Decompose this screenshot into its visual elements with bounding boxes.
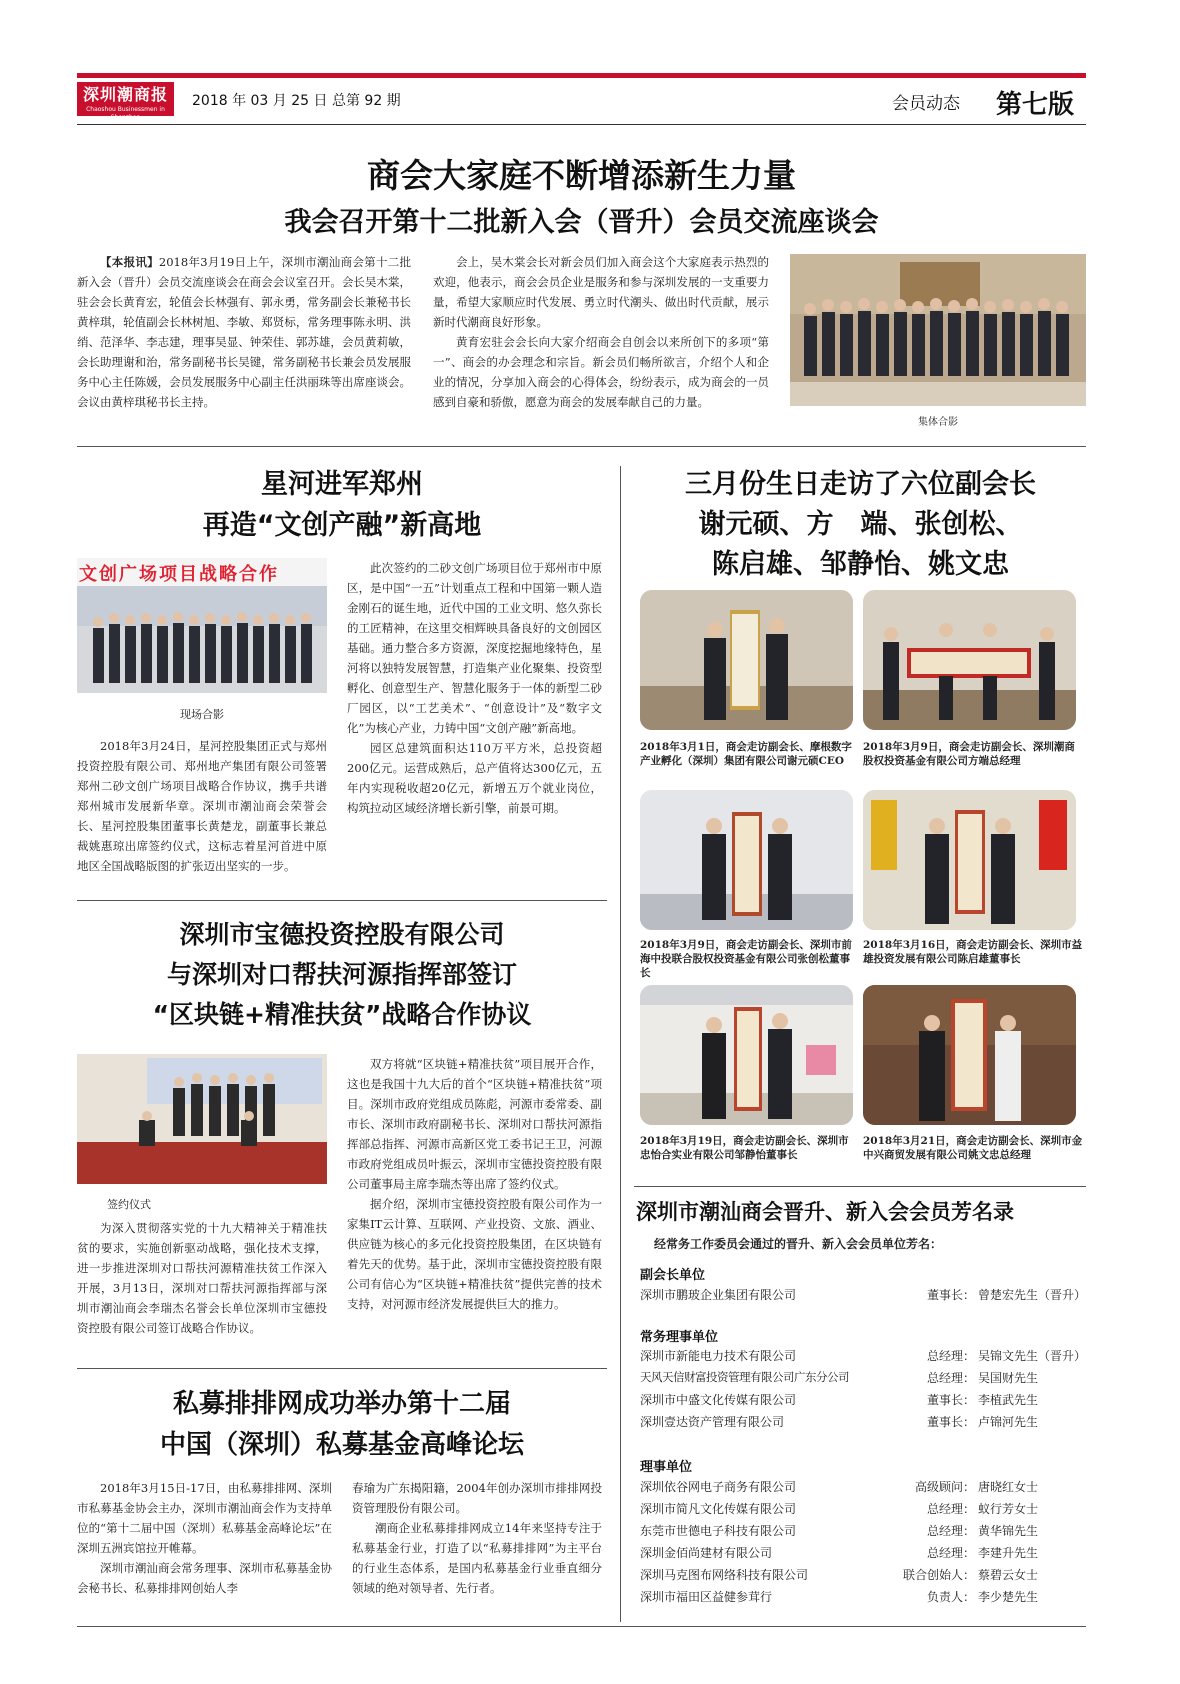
article2-title-line1: 星河进军郑州 [261, 469, 423, 500]
baode-signing-photo [77, 1054, 327, 1184]
visit-photo-4 [863, 790, 1076, 930]
roster-row: 深圳市中盛文化传媒有限公司 董事长： 李植武先生 [640, 1393, 1039, 1407]
xinghe-photo-caption: 现场合影 [180, 708, 224, 721]
roster-row: 深圳金佰尚建材有限公司 总经理： 李建升先生 [640, 1546, 1039, 1560]
baode-photo-caption: 签约仪式 [107, 1198, 151, 1211]
roster-heading-standing-director: 常务理事单位 [640, 1330, 719, 1345]
roster-row: 深圳市福田区益健参茸行 负责人： 李少楚先生 [640, 1590, 1039, 1604]
article1-col1-text: 2018年3月19日上午，深圳市潮汕商会第十二批新入会（晋升）会员交流座谈会在商会会议室召开。会长吴木棠，驻会会长黄育宏，轮值会长林强有、郭永勇，常务副会长兼秘书长黄梓琪，轮值副会长林树旭、李敏、郑贤标，常务理事陈永明、洪绡、范泽华、李志建，理事吴显、钟荣佳、郭苏雄，会员黄莉敏，会长助理谢和治，常务副秘书长吴键，常务副秘书长兼会员发展服务中心主任陈媛，会员发展服务中心副主任洪丽珠等出席座谈会。会议由黄梓琪秘书长主持。 [77, 255, 412, 409]
roster-row: 深圳马克图布网络科技有限公司 联合创始人： 蔡碧云女士 [640, 1568, 1039, 1582]
article3-col2-p2: 据介绍，深圳市宝德投资控股有限公司作为一家集IT云计算、互联网、产业投资、文旅、酒业、供应链为核心的多元化投资控股集团，在区块链有着先天的优势。基于此，深圳市宝德投资控股有限公司有信心为“区块链+精准扶贫”提供完善的技术支持，对河源市经济发展提供巨大的推力。 [347, 1197, 602, 1311]
visit-photo-5 [640, 985, 853, 1125]
article5-title-line2: 谢元硕、方 端、张创松、 [698, 509, 1023, 540]
roster-heading-vice-president: 副会长单位 [640, 1268, 706, 1283]
masthead-subtitle: Chaoshou Businessmen in Shenzhen [86, 106, 165, 121]
roster-intro: 经常务工作委员会通过的晋升、新入会会员单位芳名： [654, 1237, 943, 1251]
article4-col2-p2: 潮商企业私募排排网成立14年来坚持专注于私募基金行业，打造了以“私募排排网”为主平台的行业生态体系，是国内私募基金行业垂直细分领域的绝对领导者、先行者。 [352, 1521, 602, 1595]
article1-col2-p2: 黄育宏驻会会长向大家介绍商会自创会以来所创下的多项“第一”、商会的办会理念和宗旨。新会员们畅所欲言，介绍个人和企业的情况，分享加入商会的心得体会，纷纷表示，成为商会的一员感到自豪和骄傲，愿意为商会的发展奉献自己的力量。 [433, 335, 769, 409]
visit-photo-1 [640, 590, 853, 730]
visit-caption-3: 2018年3月9日，商会走访副会长、深圳市前海中投联合股权投资基金有限公司张创松董事长 [640, 939, 852, 979]
article4-col1-p2: 深圳市潮汕商会常务理事、深圳市私募基金协会秘书长、私募排排网创始人李 [77, 1561, 332, 1595]
article3-col1 [77, 1218, 327, 1338]
article4-col1-p1: 2018年3月15日-17日，由私募排排网、深圳市私募基金协会主办，深圳市潮汕商会作为支持单位的“第十二届中国（深圳）私募基金高峰论坛”在深圳五洲宾馆拉开帷幕。 [77, 1481, 332, 1555]
article3-title-line3: “区块链+精准扶贫”战略合作协议 [152, 1000, 532, 1029]
article4-col2 [352, 1478, 602, 1598]
article4-col2-p1: 春瑜为广东揭阳籍，2004年创办深圳市排排网投资管理股份有限公司。 [352, 1481, 602, 1515]
header-top-rule [77, 73, 1086, 78]
roster-row: 深圳依谷网电子商务有限公司 高级顾问： 唐晓红女士 [640, 1480, 1039, 1494]
roster-row: 天风天信财富投资管理有限公司广东分公司 总经理： 吴国财先生 [640, 1370, 1039, 1385]
article4-title-line1: 私募排排网成功举办第十二届 [172, 1389, 511, 1419]
roster-row: 深圳市新能电力技术有限公司 总经理： 吴锦文先生（晋升） [640, 1349, 1087, 1363]
section-divider-4 [634, 1186, 1086, 1187]
visit-photo-3 [640, 790, 853, 930]
section-name: 会员动态 [892, 94, 960, 114]
article1-col2 [433, 252, 769, 412]
edition-number: 第七版 [996, 90, 1075, 120]
roster-row: 深圳壹达资产管理有限公司 董事长： 卢锦河先生 [640, 1415, 1039, 1429]
article3-col2-p1: 双方将就“区块链+精准扶贫”项目展开合作，这也是我国十九大后的首个“区块链+精准扶贫”项目。深圳市政府党组成员陈彪，河源市委常委、副市长、深圳市政府副秘书长、深圳对口帮扶河源指挥部总指挥、河源市高新区党工委书记王卫，河源市政府党组成员叶振云，深圳市宝德投资控股有限公司董事局主席李瑞杰等出席了签约仪式。 [347, 1057, 602, 1191]
column-divider [620, 466, 621, 1622]
masthead-title: 深圳潮商报 [82, 85, 168, 104]
visit-caption-2: 2018年3月9日，商会走访副会长、深圳潮商股权投资基金有限公司方端总经理 [863, 741, 1075, 767]
article2-col2 [347, 558, 602, 818]
article3-col1-p1: 为深入贯彻落实党的十九大精神关于精准扶贫的要求，实施创新驱动战略，强化技术支撑，进一步推进深圳对口帮扶河源精准扶贫工作深入开展，3月13日，深圳对口帮扶河源指挥部与深圳市潮汕商会李瑞杰名誉会长单位深圳市宝德投资控股有限公司签订战略合作协议。 [77, 1221, 327, 1335]
visit-caption-6: 2018年3月21日，商会走访副会长、深圳市金中兴商贸发展有限公司姚文忠总经理 [863, 1135, 1083, 1161]
article4-title-line2: 中国（深圳）私募基金高峰论坛 [159, 1430, 524, 1460]
issue-date: 2018 年 03 月 25 日 总第 92 期 [192, 93, 401, 109]
section-divider-2 [77, 900, 607, 901]
xinghe-banner-text: 文创广场项目战略合作 [79, 564, 279, 585]
article3-title-line2: 与深圳对口帮扶河源指挥部签订 [166, 960, 517, 989]
roster-heading-director: 理事单位 [640, 1460, 693, 1475]
article2-col2-p2: 园区总建筑面积达110万平方米，总投资超200亿元。运营成熟后，总产值将达300亿元，五年内实现税收超20亿元，新增五万个就业岗位，构筑拉动区域经济增长新引擎，前景可期。 [347, 741, 602, 815]
visit-photo-6 [863, 985, 1076, 1125]
visit-caption-4: 2018年3月16日，商会走访副会长、深圳市益雄投资发展有限公司陈启雄董事长 [863, 939, 1083, 965]
visit-photo-2 [863, 590, 1076, 730]
article3-title-line1: 深圳市宝德投资控股有限公司 [179, 920, 505, 949]
article1-col2-p1: 会上，吴木棠会长对新会员们加入商会这个大家庭表示热烈的欢迎，他表示，商会会员企业是服务和参与深圳发展的一支重要力量，希望大家顺应时代发展、勇立时代潮头、做出时代贡献，展示新时代潮商良好形象。 [433, 255, 769, 329]
article2-col1-p1: 2018年3月24日，星河控股集团正式与郑州投资控股有限公司、郑州地产集团有限公司签署郑州二砂文创广场项目战略合作协议，携手共谱郑州城市发展新华章。深圳市潮汕商会荣誉会长、星河控股集团董事长黄楚龙，副董事长兼总裁姚惠琼出席签约仪式，这标志着星河首进中原地区全国战略版图的扩张迈出坚实的一步。 [77, 739, 327, 873]
roster-row: 深圳市鹏玻企业集团有限公司 董事长： 曾楚宏先生（晋升） [640, 1288, 1087, 1302]
article5-title-line1: 三月份生日走访了六位副会长 [685, 469, 1036, 500]
article5-title-line3: 陈启雄、邹静怡、姚文忠 [712, 549, 1009, 580]
group-photo [790, 254, 1086, 406]
article1-title: 商会大家庭不断增添新生力量 [367, 156, 796, 195]
article2-col1 [77, 736, 327, 876]
article3-col2 [347, 1054, 602, 1314]
roster-row: 东莞市世德电子科技有限公司 总经理： 黄华锦先生 [640, 1524, 1039, 1538]
article4-col1 [77, 1478, 332, 1598]
section-divider-3 [77, 1368, 607, 1369]
footer-rule [77, 1626, 1086, 1627]
article1-col1 [77, 252, 411, 412]
group-photo-caption: 集体合影 [918, 417, 958, 428]
roster-title: 深圳市潮汕商会晋升、新入会会员芳名录 [636, 1200, 1014, 1224]
visit-caption-5: 2018年3月19日，商会走访副会长、深圳市忠怡合实业有限公司邹静怡董事长 [640, 1135, 849, 1161]
visit-caption-1: 2018年3月1日，商会走访副会长、摩根数字产业孵化（深圳）集团有限公司谢元硕CEO [640, 741, 852, 767]
header-bottom-rule [77, 124, 1086, 125]
article2-title-line2: 再造“文创产融”新高地 [202, 510, 482, 541]
roster-row: 深圳市简凡文化传媒有限公司 总经理： 蚁行芳女士 [640, 1502, 1039, 1516]
section-divider-1 [77, 446, 1086, 447]
article1-subtitle: 我会召开第十二批新入会（晋升）会员交流座谈会 [284, 207, 879, 238]
article1-tag: 【本报讯】 [100, 255, 159, 269]
article2-col2-p1: 此次签约的二砂文创广场项目位于郑州市中原区，是中国“一五”计划重点工程和中国第一颗人造金刚石的诞生地，近代中国的工业文明、悠久弥长的工匠精神，在这里交相辉映具备良好的文创园区基础。通力整合多方资源，深度挖掘地缘特色，星河将以独特发展智慧，打造集产业化聚集、投资型孵化、创意型生产、智慧化服务于一体的新型二砂厂园区，以“工艺美术”、“创意设计”及“数字文化”为核心产业，力铸中国“文创产融”新高地。 [347, 561, 602, 735]
masthead-logo [77, 82, 174, 121]
